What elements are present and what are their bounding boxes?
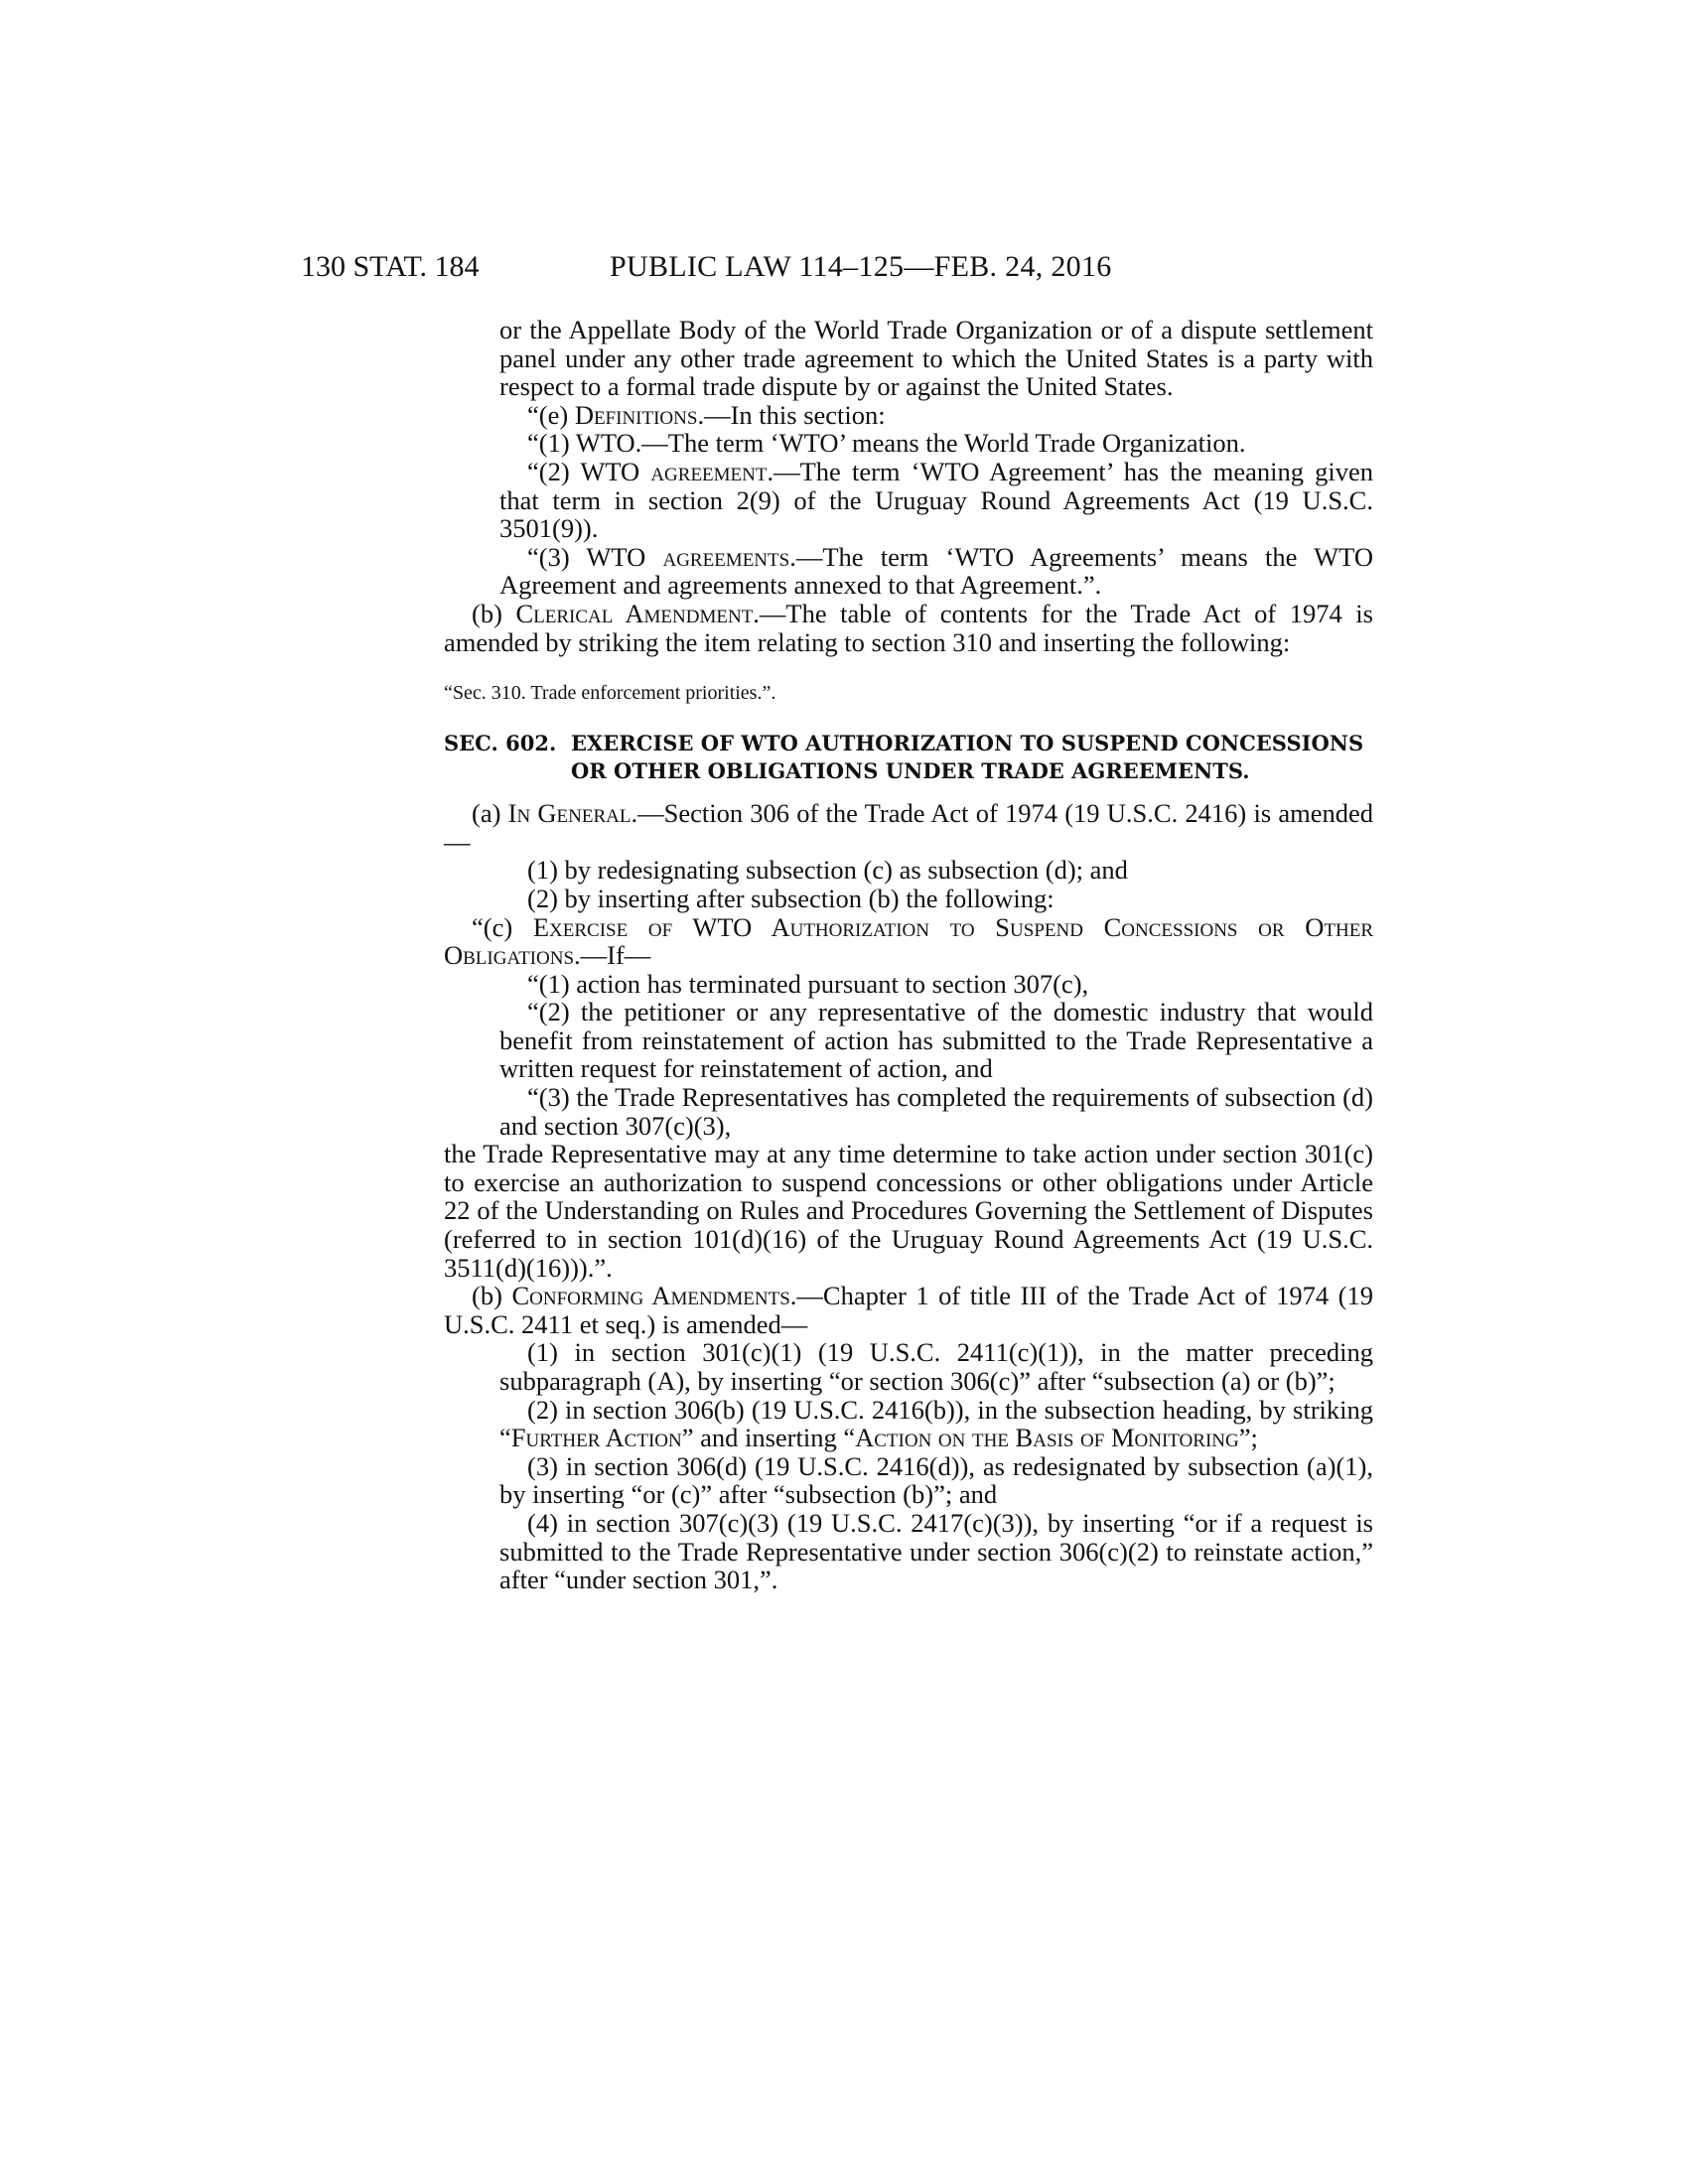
amendment-item-2-text-c: ”; bbox=[1238, 1423, 1258, 1453]
definition-2-prefix: “(2) WTO bbox=[527, 456, 651, 486]
paragraph-c2: “(2) the petitioner or any representative of the domestic industry that would benefit from reinstatement of action has submitted to the Trade Representative a written request for reinstatement of action, and bbox=[499, 997, 1373, 1084]
public-law-reference: PUBLIC LAW 114–125—FEB. 24, 2016 bbox=[610, 250, 1112, 283]
definition-3-text: .—The term ‘WTO Agreements’ means the WTO Agreement and agreements annexed to that Agreement.”. bbox=[499, 541, 1373, 601]
amendment-item-2-new-heading: Action on the Basis of Monitoring bbox=[855, 1423, 1239, 1453]
section-title: EXERCISE OF WTO AUTHORIZATION TO SUSPEND CONCESSIONS OR OTHER OBLIGATIONS UNDER TRADE AGREEMENTS. bbox=[571, 731, 1364, 784]
subsection-e-heading: Definitions bbox=[574, 399, 698, 430]
definition-1: “(1) WTO.—The term ‘WTO’ means the World Trade Organization. bbox=[527, 428, 1246, 459]
conforming-heading: Conforming Amendments bbox=[511, 1281, 790, 1311]
subsection-e-definitions bbox=[499, 401, 1373, 430]
paragraph-continuation: or the Appellate Body of the World Trade Organization or of a dispute settlement panel under any other trade agreement to which the United States is a party with respect to a formal trade dispute by or against the United States. bbox=[499, 315, 1373, 402]
amendment-item-2-text-b: ” and inserting “ bbox=[681, 1423, 856, 1453]
amendment-item-4: (4) in section 307(c)(3) (19 U.S.C. 2417(c)(3)), by inserting “or if a request is submitted to the Trade Representative under section 306(c)(2) to reinstate action,” after “under section 301,”. bbox=[499, 1507, 1373, 1595]
subsection-a-prefix: (a) bbox=[472, 798, 508, 829]
toc-item: “Sec. 310. Trade enforcement priorities.”. bbox=[444, 682, 776, 705]
subsection-b-clerical bbox=[444, 600, 1373, 656]
subsection-b-prefix: (b) bbox=[472, 598, 516, 628]
subsection-b-text: .—The table of contents for the Trade Act of 1974 is amended by striking the item relating to section 310 and inserting the following: bbox=[444, 598, 1373, 657]
stat-reference: 130 STAT. 184 bbox=[301, 250, 480, 283]
paragraph-a1: (1) by redesignating subsection (c) as subsection (d); and bbox=[527, 855, 1128, 886]
amendment-item-1: (1) in section 301(c)(1) (19 U.S.C. 2411(c)(1)), in the matter preceding subparagraph (A), by inserting “or section 306(c)” after “subsection (a) or (b)”; bbox=[499, 1337, 1373, 1396]
definition-2 bbox=[499, 458, 1373, 543]
conforming-prefix: (b) bbox=[472, 1281, 512, 1311]
page-header bbox=[301, 250, 1373, 290]
paragraph-a2: (2) by inserting after subsection (b) the following: bbox=[527, 883, 1055, 913]
conforming-text: .—Chapter 1 of title III of the Trade Act of 1974 (19 U.S.C. 2411 et seq.) is amended— bbox=[444, 1281, 1374, 1339]
subsection-e-prefix: “(e) bbox=[527, 399, 575, 430]
definition-3-prefix: “(3) WTO bbox=[527, 541, 663, 572]
section-number: SEC. 602. bbox=[444, 731, 557, 756]
inserted-c-heading: Exercise of WTO Authorization to Suspend Concessions or Other Obligations bbox=[444, 911, 1373, 971]
inserted-c-prefix: “(c) bbox=[472, 911, 533, 942]
subsection-b-heading: Clerical Amendment bbox=[515, 598, 754, 628]
definition-3-heading: agreements bbox=[662, 541, 790, 572]
inserted-subsection-c bbox=[444, 913, 1373, 970]
definition-2-heading: agreement bbox=[650, 456, 768, 486]
paragraph-c3: “(3) the Trade Representatives has completed the requirements of subsection (d) and section 307(c)(3), bbox=[499, 1082, 1373, 1141]
subsection-b-conforming bbox=[444, 1282, 1373, 1338]
definition-2-text: .—The term ‘WTO Agreement’ has the meaning given that term in section 2(9) of the Uruguay Round Agreements Act (19 U.S.C. 3501(9)). bbox=[499, 456, 1373, 544]
definition-3 bbox=[499, 543, 1373, 600]
amendment-item-2-text-a: (2) in section 306(b) (19 U.S.C. 2416(b)), in the subsection heading, by striking “ bbox=[499, 1394, 1373, 1453]
amendment-item-2 bbox=[499, 1396, 1373, 1452]
subsection-a-text: .—Section 306 of the Trade Act of 1974 (19 U.S.C. 2416) is amended— bbox=[444, 798, 1373, 857]
document-body bbox=[444, 315, 1374, 1595]
subsection-c-tail: the Trade Representative may at any time determine to take action under section 301(c) to exercise an authorization to suspend concessions or other obligations under Article 22 of the Understanding on Rules and Procedures Governing the Settlement of Disputes (referred to in section 101(d)(16) of the Uruguay Round Agreements Act (19 U.S.C. 3511(d)(16))).”. bbox=[444, 1139, 1373, 1283]
paragraph-c1: “(1) action has terminated pursuant to section 307(c), bbox=[527, 968, 1089, 999]
subsection-a-general bbox=[444, 799, 1373, 856]
amendment-item-2-struck-heading: Further Action bbox=[510, 1423, 682, 1453]
section-heading bbox=[444, 730, 1373, 785]
subsection-a-heading: In General bbox=[507, 798, 632, 829]
subsection-e-text: .—In this section: bbox=[697, 399, 886, 430]
amendment-item-3: (3) in section 306(d) (19 U.S.C. 2416(d)), as redesignated by subsection (a)(1), by inserting “or (c)” after “subsection (b)”; and bbox=[499, 1450, 1373, 1510]
inserted-c-text: .—If— bbox=[574, 940, 651, 971]
